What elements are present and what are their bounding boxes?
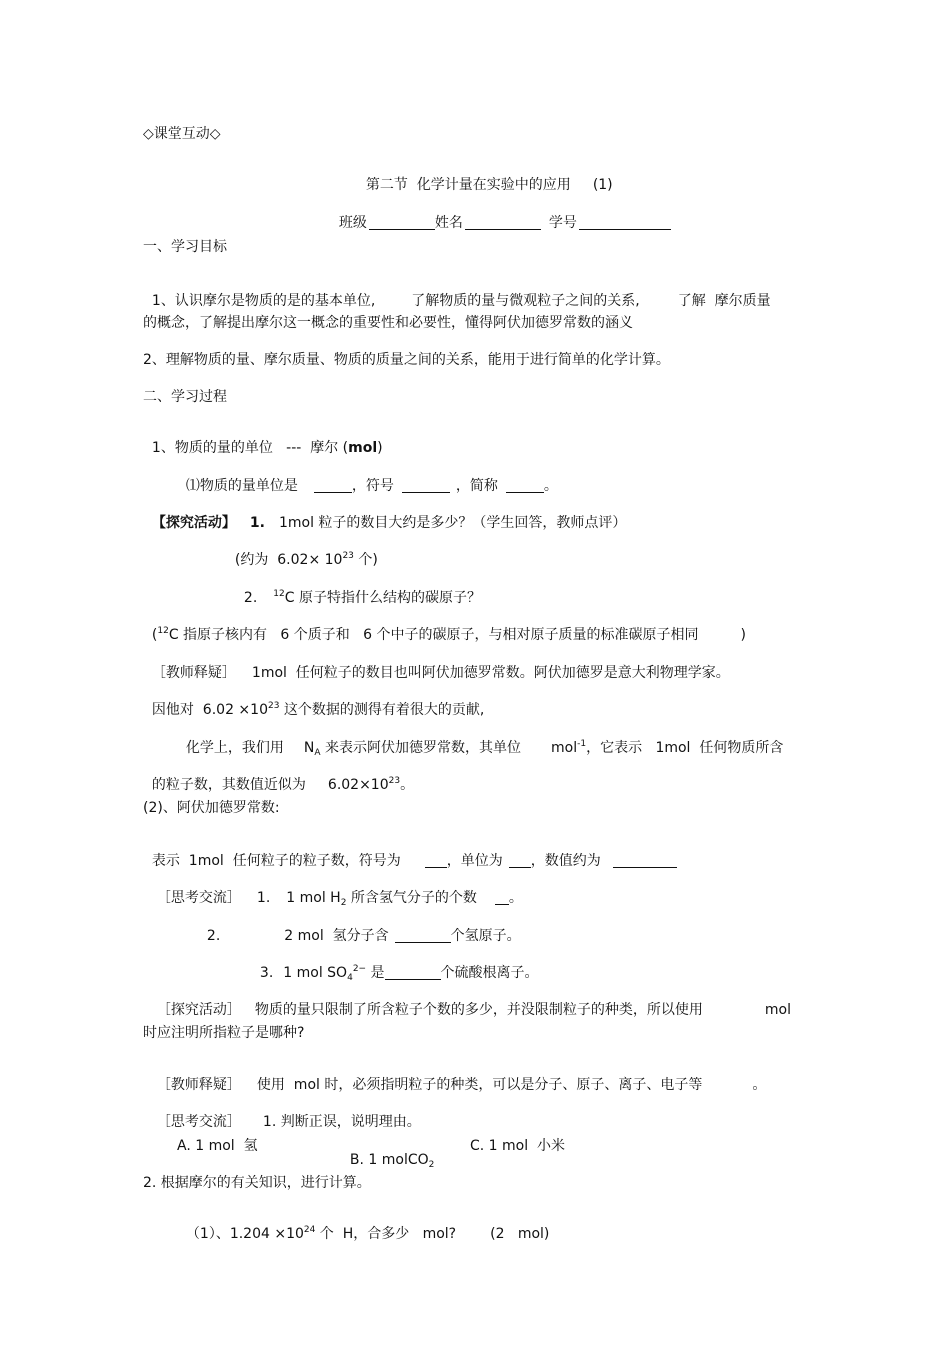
think-4 <box>148 1101 421 1129</box>
activity-1 <box>143 502 626 530</box>
think-3-b: 是 <box>366 965 385 981</box>
think-1-tag: ［思考交流］ <box>156 890 241 906</box>
think-3-charge: 2− <box>352 964 367 974</box>
na2-exp: 23 <box>388 776 401 786</box>
think-1-blank[interactable] <box>495 890 509 905</box>
answer-1-b: 个) <box>353 552 378 568</box>
think-4-text: 1. 判断正误，说明理由。 <box>262 1114 421 1130</box>
p2-text-b: ，单位为 <box>446 853 503 869</box>
p2-blank-value[interactable] <box>613 853 677 868</box>
unit-mol-text: 1、物质的量的单位 --- 摩尔 ( <box>151 440 349 456</box>
answer-1-a: (约为 6.02× 10 <box>234 552 343 568</box>
calc-1-a: （1）、1.204 ×10 <box>185 1226 304 1242</box>
option-a: A. 1 mol 氢 <box>177 1138 258 1154</box>
id-label: 学号 <box>548 215 577 231</box>
na-unit-exp: -1 <box>577 739 587 749</box>
think-1-a: 1 mol H <box>286 890 341 906</box>
p2-text-c: ，数值约为 <box>530 853 601 869</box>
teacher-note-2 <box>148 1064 766 1092</box>
id-blank[interactable] <box>579 215 671 230</box>
q1-text-d: 。 <box>543 478 558 494</box>
calc-1-exp: 24 <box>303 1225 316 1235</box>
q1-blank-abbr[interactable] <box>506 478 544 493</box>
teacher-note-1-text: 1mol 任何粒子的数目也叫阿伏加德罗常数。阿伏加德罗是意大利物理学家。 <box>251 665 730 681</box>
avogadro-heading: (2)、阿伏加德罗常数: <box>143 800 280 816</box>
q1-text-c: ，简称 <box>455 478 498 494</box>
teacher-note-2-period: 。 <box>752 1077 767 1093</box>
na-text-e: ，它表示 1mol 任何物质所含 <box>586 740 784 756</box>
think-3-blank[interactable] <box>385 965 441 980</box>
student-info <box>330 201 671 230</box>
think-4-tag: ［思考交流］ <box>156 1114 241 1130</box>
think-2-a: 2 mol 氢分子含 <box>284 928 389 944</box>
avogadro-definition <box>177 727 784 758</box>
think-3-c: 个硫酸根离子。 <box>440 965 539 981</box>
na2-period: 。 <box>400 777 415 793</box>
option-c: C. 1 mol 小米 <box>470 1138 566 1154</box>
q1-blank-symbol[interactable] <box>402 478 450 493</box>
class-blank[interactable] <box>369 215 435 230</box>
class-label: 班级 <box>338 215 367 231</box>
question-2-number: 2. <box>243 590 258 606</box>
teacher-note-2-tag: ［教师释疑］ <box>156 1077 241 1093</box>
activity-1-number: 1. <box>249 515 265 531</box>
avogadro-value <box>143 764 414 792</box>
think-1-sub: 2 <box>340 898 347 908</box>
title-text: 第二节 化学计量在实验中的应用 <box>365 177 571 193</box>
section-heading-process: 二、学习过程 <box>143 389 227 405</box>
activity-2-mol: mol <box>764 1002 791 1018</box>
option-b-text: B. 1 molCO <box>349 1152 429 1168</box>
think-1 <box>148 876 523 908</box>
calc-1-b: 个 H，合多少 mol? <box>315 1226 457 1242</box>
goal-2: 2、理解物质的量、摩尔质量、物质的质量之间的关系，能用于进行简单的化学计算。 <box>143 352 670 368</box>
p2-text-a: 表示 1mol 任何粒子的粒子数，符号为 <box>151 853 401 869</box>
answer-2-text: C 指原子核内有 6 个质子和 6 个中子的碳原子，与相对原子质量的标准碳原子相同 <box>168 627 699 643</box>
page-title <box>357 164 613 192</box>
section-header: ◇课堂互动◇ <box>143 126 221 142</box>
think-2-b: 个氢原子。 <box>450 928 521 944</box>
option-b-sub: 2 <box>428 1160 435 1170</box>
answer-2-mass: 12 <box>157 626 169 636</box>
goal-1-part-a: 1、认识摩尔是物质的是的基本单位, <box>151 293 376 309</box>
goal-1-line-1 <box>143 280 771 308</box>
teacher-note-1b-exp: 23 <box>267 701 280 711</box>
teacher-note-1-cont <box>143 689 484 717</box>
avogadro-question <box>143 839 677 868</box>
activity-1-question: 1mol 粒子的数目大约是多少？（学生回答，教师点评） <box>278 515 627 531</box>
think-1-number: 1. <box>256 890 271 906</box>
unit-mol-bold: mol <box>348 440 378 456</box>
activity-2-tag: ［探究活动］ <box>156 1002 241 1018</box>
think-3-a: 1 mol SO <box>283 965 348 981</box>
na-text-c: 来表示阿伏加德罗常数，其单位 <box>320 740 522 756</box>
think-2 <box>198 914 521 943</box>
activity-1-tag: 【探究活动】 <box>151 515 236 531</box>
think-3-number: 3. <box>259 965 274 981</box>
answer-2-close: ) <box>740 627 746 643</box>
teacher-note-1-tag: ［教师释疑］ <box>151 665 236 681</box>
question-2-mass: 12 <box>273 589 285 599</box>
unit-mol-heading <box>143 427 383 455</box>
answer-2-open: ( <box>151 627 158 643</box>
na-symbol: N <box>303 740 315 756</box>
think-1-b: 所含氢气分子的个数 <box>346 890 477 906</box>
teacher-note-1b-b: 这个数据的测得有着很大的贡献, <box>279 702 485 718</box>
question-2-text: C 原子特指什么结构的碳原子？ <box>284 590 481 606</box>
think-2-blank[interactable] <box>395 928 451 943</box>
q1-blank-unit[interactable] <box>314 478 352 493</box>
goal-1-part-c: 了解 摩尔质量 <box>677 293 771 309</box>
teacher-note-1 <box>143 652 730 680</box>
title-number: (1) <box>592 177 613 193</box>
section-heading-goals: 一、学习目标 <box>143 239 227 255</box>
name-blank[interactable] <box>465 215 541 230</box>
answer-1-exp: 23 <box>342 551 354 561</box>
question-unit <box>177 464 558 493</box>
activity-2-line-2: 时应注明所指粒子是哪种? <box>143 1025 305 1041</box>
think-1-c: 。 <box>508 890 523 906</box>
think-3-sub: 4 <box>347 973 353 983</box>
question-2 <box>235 577 481 605</box>
na2-text-a: 的粒子数，其数值近似为 <box>151 777 306 793</box>
q1-text-a: ⑴物质的量单位是 <box>185 478 298 494</box>
na2-number: 6.02×10 <box>327 777 389 793</box>
calc-1 <box>177 1213 549 1241</box>
q1-text-b: ，符号 <box>351 478 394 494</box>
think-2-number: 2. <box>206 928 221 944</box>
think-3 <box>251 951 539 983</box>
unit-mol-close: ) <box>377 440 383 456</box>
teacher-note-2-text: 使用 mol 时，必须指明粒子的种类，可以是分子、原子、离子、电子等 <box>256 1077 703 1093</box>
na-text-a: 化学上，我们用 <box>185 740 284 756</box>
name-label: 姓名 <box>434 215 463 231</box>
calc-heading: 2. 根据摩尔的有关知识，进行计算。 <box>143 1175 371 1191</box>
goal-1-line-2: 的概念，了解提出摩尔这一概念的重要性和必要性，懂得阿伏加德罗常数的涵义 <box>143 315 633 331</box>
na-subscript: A <box>314 748 321 758</box>
activity-2-text: 物质的量只限制了所含粒子个数的多少，并没限制粒子的种类，所以使用 <box>254 1002 703 1018</box>
p2-blank-unit[interactable] <box>509 853 531 868</box>
teacher-note-1b-a: 因他对 6.02 ×10 <box>151 702 268 718</box>
answer-2 <box>143 614 746 642</box>
p2-blank-symbol[interactable] <box>425 853 447 868</box>
answer-1 <box>226 539 378 567</box>
goal-1-part-b: 了解物质的量与微观粒子之间的关系, <box>411 293 640 309</box>
na-unit: mol <box>551 740 578 756</box>
option-b <box>341 1139 435 1170</box>
calc-1-answer: (2 mol) <box>490 1226 550 1242</box>
activity-2 <box>148 989 791 1017</box>
